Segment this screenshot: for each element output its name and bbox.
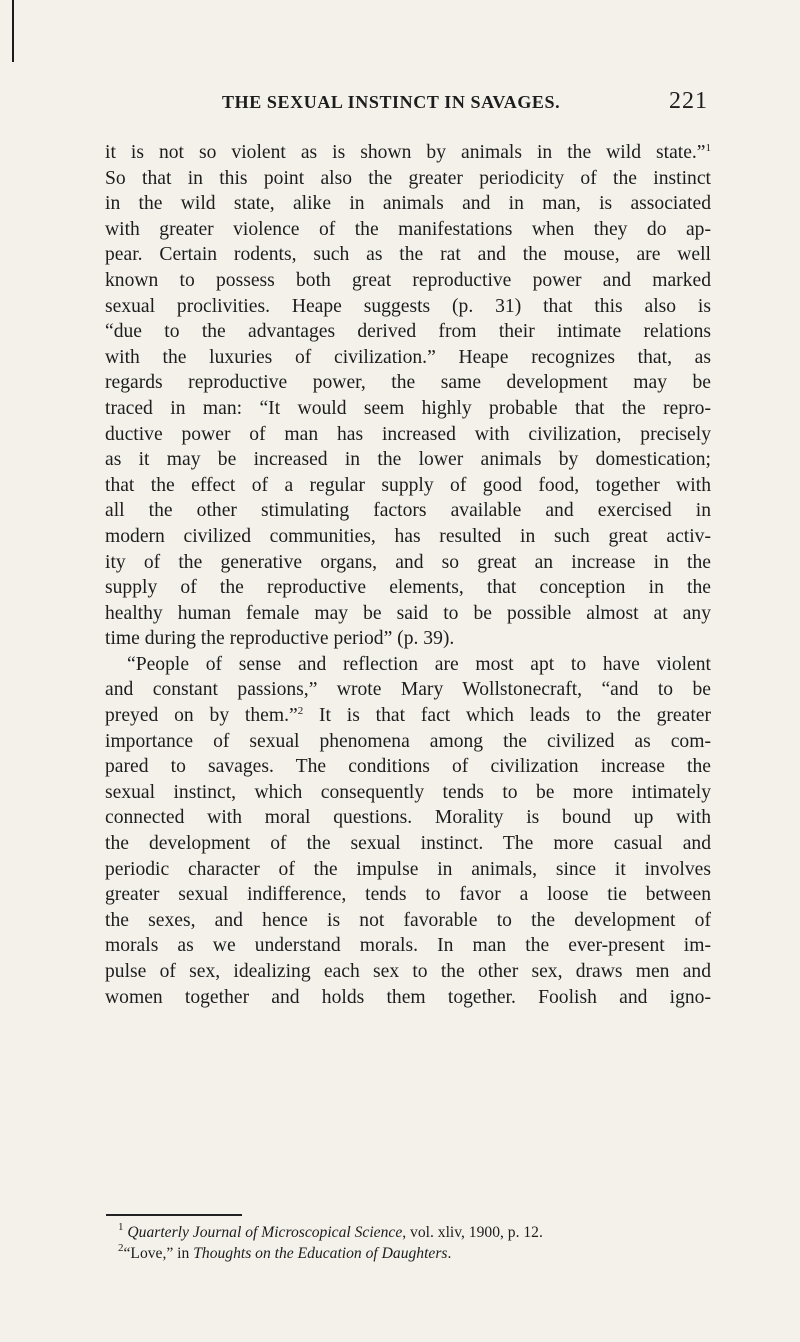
running-head (0, 88, 800, 122)
text-line: pulse of sex, idealizing each sex to the other sex, draws men and (105, 961, 711, 982)
text-line: ductive power of man has increased with civilization, precisely (105, 423, 711, 445)
body-text (105, 140, 711, 1010)
text-line: pared to savages. The conditions of civilization increase the (105, 756, 711, 778)
text-line: “due to the advantages derived from their intimate relations (105, 321, 711, 343)
text-line: morals as we understand morals. In man the ever-present im- (105, 935, 711, 957)
text-line: in the wild state, alike in animals and in man, is associated (105, 193, 711, 215)
footnote-title: Quarterly Journal of Microscopical Science (127, 1224, 403, 1241)
text-line: and constant passions,” wrote Mary Wollstonecraft, “and to be (105, 679, 711, 701)
footnote-divider (106, 1214, 242, 1216)
text-line: supply of the reproductive elements, that conception in the (105, 577, 711, 599)
text-line: the development of the sexual instinct. The more casual and (105, 833, 711, 855)
footnote-mark: 2 (118, 1242, 124, 1254)
text-line: “People of sense and reflection are most apt to have violent (127, 653, 711, 675)
text-line: healthy human female may be said to be possible almost at any (105, 602, 711, 624)
text-line: sexual proclivities. Heape suggests (p. 31) that this also is (105, 295, 711, 317)
text-line: greater sexual indifference, tends to favor a loose tie between (105, 884, 711, 906)
footnote-1 (118, 1222, 718, 1243)
footnotes (118, 1222, 718, 1264)
text-line: preyed on by them.”$^2$ It is that fact which leads to the greater (105, 705, 711, 727)
page-number: 221 (669, 88, 708, 114)
text-line: with greater violence of the manifestations when they do ap- (105, 218, 711, 240)
text-line: traced in man: “It would seem highly probable that the repro- (105, 397, 711, 419)
footnote-lead: “Love,” in (123, 1245, 194, 1262)
text-line: modern civilized communities, has resulted in such great activ- (105, 525, 711, 547)
text-line: connected with moral questions. Morality is bound up with (105, 807, 711, 829)
text-line: regards reproductive power, the same development may be (105, 372, 711, 394)
footnote-ref-1: 1 (705, 142, 711, 154)
text-line: women together and holds them together. Foolish and igno- (105, 986, 711, 1008)
footnote-2 (118, 1243, 718, 1264)
footnote-mark: 1 (118, 1221, 124, 1233)
footnote-ref-2: 2 (297, 705, 304, 718)
text-line: importance of sexual phenomena among the civilized as com- (105, 730, 711, 752)
text-line: it is not so violent as is shown by animals in the wild state.”$^1$ (105, 142, 711, 163)
text-line: ity of the generative organs, and so great an increase in the (105, 551, 711, 573)
text-line: known to possess both great reproductive power and marked (105, 269, 711, 291)
text-line: periodic character of the impulse in animals, since it involves (105, 858, 711, 880)
text-line: that the effect of a regular supply of good food, together with (105, 474, 711, 496)
text-line: pear. Certain rodents, such as the rat and the mouse, are well (105, 244, 711, 266)
text-line: time during the reproductive period” (p. 39). (105, 628, 455, 650)
text-line: sexual instinct, which consequently tends to be more intimately (105, 781, 711, 803)
footnote-citation: . (447, 1245, 452, 1262)
text-line: as it may be increased in the lower animals by domestication; (105, 449, 711, 471)
text-line: with the luxuries of civilization.” Heape recognizes that, as (105, 346, 711, 368)
text-line: So that in this point also the greater periodicity of the instinct (105, 167, 711, 189)
page-edge-rule (12, 0, 14, 62)
text-line: all the other stimulating factors available and exercised in (105, 500, 711, 522)
text-line: the sexes, and hence is not favorable to the development of (105, 909, 711, 931)
running-title: THE SEXUAL INSTINCT IN SAVAGES. (222, 92, 561, 112)
footnote-title: Thoughts on the Education of Daughters (193, 1245, 448, 1262)
footnote-citation: , vol. xliv, 1900, p. 12. (402, 1224, 543, 1241)
